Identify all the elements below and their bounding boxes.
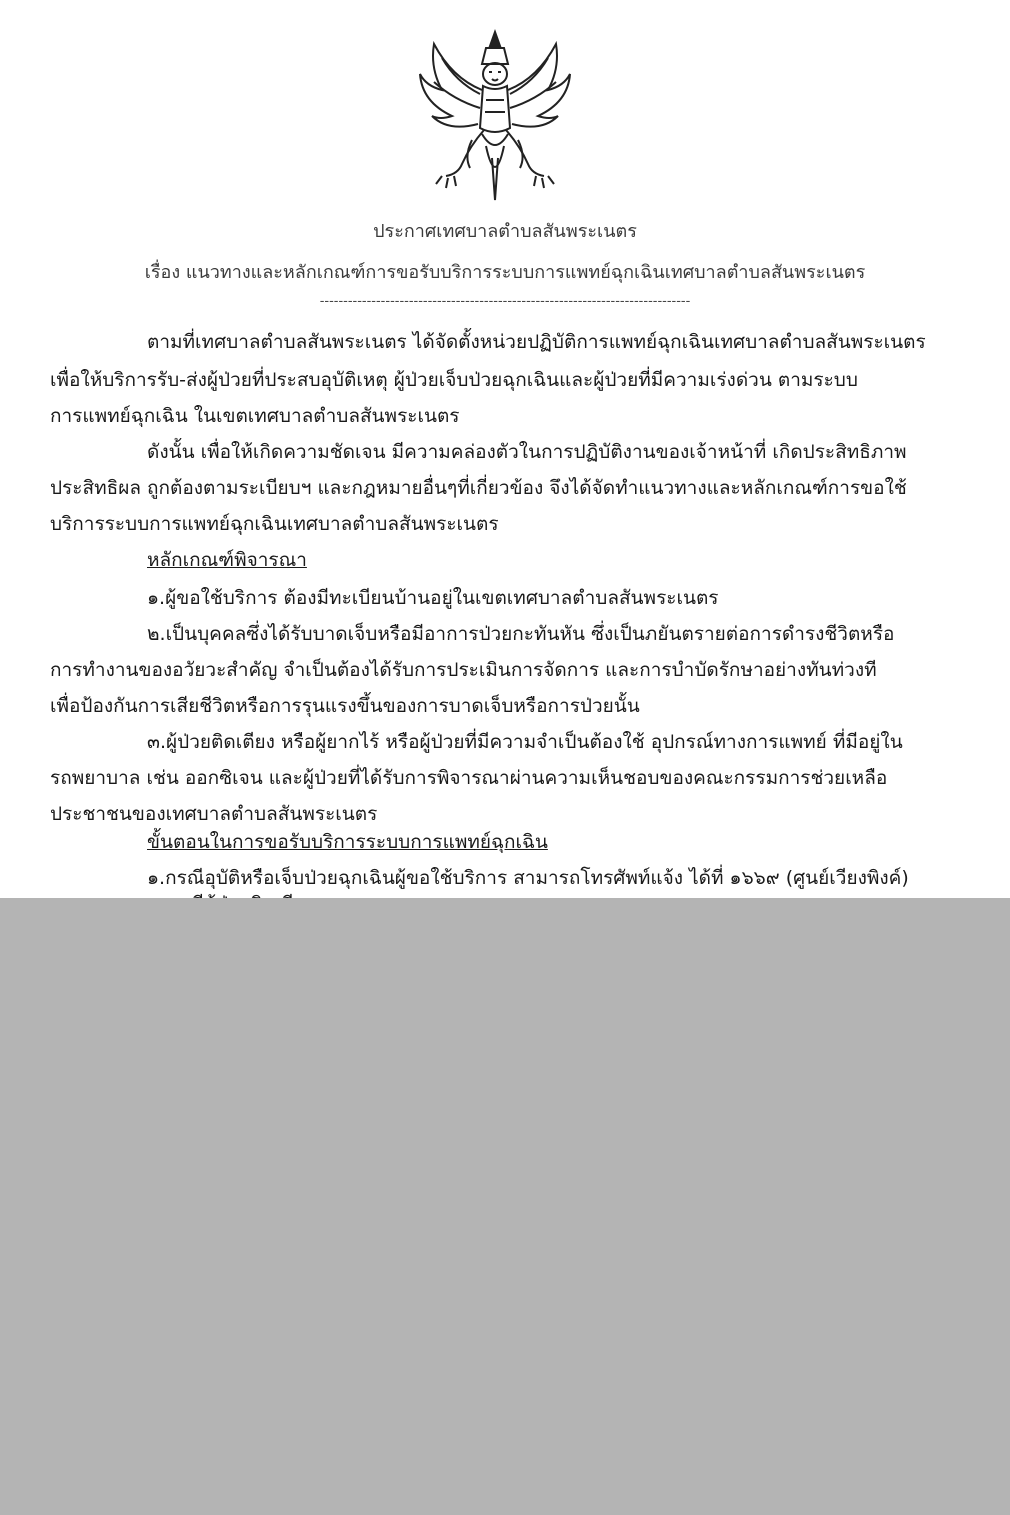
list-item: ๒.เป็นบุคคลซึ่งได้รับบาดเจ็บหรือมีอาการป่วยกะทันหัน ซึ่งเป็นภยันตรายต่อการดำรงชีวิตหรือ <box>147 623 895 645</box>
paragraph-line: บริการระบบการแพทย์ฉุกเฉินเทศบาลตำบลสันพระเนตร <box>50 513 499 535</box>
announcement-title: ประกาศเทศบาลตำบลสันพระเนตร <box>373 221 637 242</box>
paragraph-line: ดังนั้น เพื่อให้เกิดความชัดเจน มีความคล่องตัวในการปฏิบัติงานของเจ้าหน้าที่ เกิดประสิทธิภาพ <box>147 441 907 463</box>
list-item: ๓.ผู้ป่วยติดเตียง หรือผู้ยากไร้ หรือผู้ป่วยที่มีความจำเป็นต้องใช้ อุปกรณ์ทางการแพทย์ ที่มีอยู่ใน <box>147 731 903 753</box>
paragraph-line: การทำงานของอวัยวะสำคัญ จำเป็นต้องได้รับการประเมินการจัดการ และการบำบัดรักษาอย่างทันท่วงที <box>50 659 877 681</box>
paragraph-line: เพื่อให้บริการรับ-ส่งผู้ป่วยที่ประสบอุบัติเหตุ ผู้ป่วยเจ็บป่วยฉุกเฉินและผู้ป่วยที่มีความเร่งด่วน ตามระบบ <box>50 369 858 391</box>
paragraph-line: ตามที่เทศบาลตำบลสันพระเนตร ได้จัดตั้งหน่วยปฏิบัติการแพทย์ฉุกเฉินเทศบาลตำบลสันพระเนตร <box>147 331 926 353</box>
garuda-emblem-icon <box>412 28 578 206</box>
paragraph-line: ประสิทธิผล ถูกต้องตามระเบียบฯ และกฎหมายอื่นๆที่เกี่ยวข้อง จึงได้จัดทำแนวทางและหลักเกณฑ์การขอใช้ <box>50 477 907 499</box>
paragraph-line: เพื่อป้องกันการเสียชีวิตหรือการรุนแรงขึ้นของการบาดเจ็บหรือการป่วยนั้น <box>50 695 640 717</box>
section-heading-criteria: หลักเกณฑ์พิจารณา <box>147 549 307 571</box>
divider-line: ------------------------------------------------------------------------------- <box>319 294 691 309</box>
grey-cover-block <box>0 898 1010 1515</box>
announcement-subject: เรื่อง แนวทางและหลักเกณฑ์การขอรับบริการระบบการแพทย์ฉุกเฉินเทศบาลตำบลสันพระเนตร <box>144 262 866 283</box>
paragraph-line: รถพยาบาล เช่น ออกซิเจน และผู้ป่วยที่ได้รับการพิจารณาผ่านความเห็นชอบของคณะกรรมการช่วยเหลือ <box>50 767 888 789</box>
paragraph-line: ประชาชนของเทศบาลตำบลสันพระเนตร <box>50 803 378 825</box>
list-item: ๑.กรณีอุบัติหรือเจ็บป่วยฉุกเฉินผู้ขอใช้บริการ สามารถโทรศัพท์แจ้ง ได้ที่ ๑๖๖๙ (ศูนย์เวียงพิงค์) <box>147 867 909 889</box>
list-item: ๑.ผู้ขอใช้บริการ ต้องมีทะเบียนบ้านอยู่ในเขตเทศบาลตำบลสันพระเนตร <box>147 587 719 609</box>
section-heading-procedure: ขั้นตอนในการขอรับบริการระบบการแพทย์ฉุกเฉิน <box>147 831 548 853</box>
paragraph-line: การแพทย์ฉุกเฉิน ในเขตเทศบาลตำบลสันพระเนตร <box>50 405 460 427</box>
